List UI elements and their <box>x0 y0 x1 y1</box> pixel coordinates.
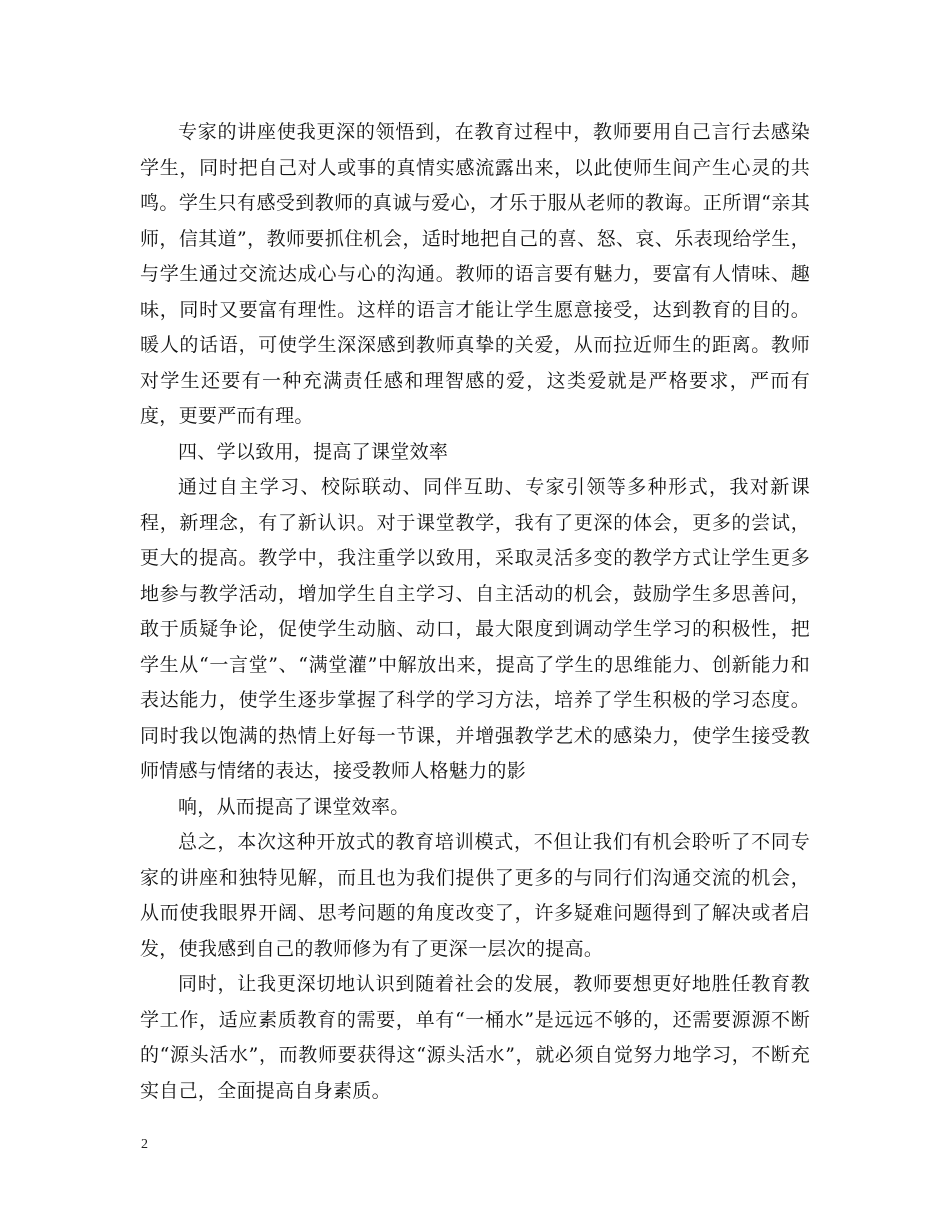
section-heading-apply-learning: 四、学以致用，提高了课堂效率 <box>178 440 449 463</box>
paragraph-classroom-teaching: 通过自主学习、校际联动、同伴互助、专家引领等多种形式，我对新课程，新理念，有了新认识。对于课堂教学，我有了更深的体会，更多的尝试，更大的提高。教学中，我注重学以致用，采取灵活多变的教学方式让学生更多地参与教学活动，增加学生自主学习、自主活动的机会，鼓励学生多思善问，敢于质疑争论，促使学生动脑、动口，最大限度到调动学生学习的积极性，把学生从“一言堂”、“满堂灌”中解放出来，提高了学生的思维能力、创新能力和表达能力，使学生逐步掌握了科学的学习方法，培养了学生积极的学习态度。同时我以饱满的热情上好每一节课，并增强教学艺术的感染力，使学生接受教师情感与情绪的表达，接受教师人格魅力的影 <box>140 476 810 782</box>
paragraph-conclusion: 同时，让我更深切地认识到随着社会的发展，教师要想更好地胜任教育教学工作，适应素质教育的需要，单有“一桶水”是远远不够的，还需要源源不断的“源头活水”，而教师要获得这“源头活水”，就必须自觉努力地学习，不断充实自己，全面提高自身素质。 <box>140 973 810 1102</box>
paragraph-summary: 总之，本次这种开放式的教育培训模式，不但让我们有机会聆听了不同专家的讲座和独特见解，而且也为我们提供了更多的与同行们沟通交流的机会，从而使我眼界开阔、思考问题的角度改变了，许多疑难问题得到了解决或者启发，使我感到自己的教师修为有了更深一层次的提高。 <box>140 831 810 960</box>
body-text <box>140 115 810 1109</box>
paragraph-continuation: 响，从而提高了课堂效率。 <box>178 795 410 818</box>
page-number: 2 <box>141 1137 148 1152</box>
paragraph-expert-lecture: 专家的讲座使我更深的领悟到，在教育过程中，教师要用自己言行去感染学生，同时把自己对人或事的真情实感流露出来，以此使师生间产生心灵的共鸣。学生只有感受到教师的真诚与爱心，才乐于服从老师的教诲。正所谓“亲其师，信其道”，教师要抓住机会，适时地把自己的喜、怒、哀、乐表现给学生，与学生通过交流达成心与心的沟通。教师的语言要有魅力，要富有人情味、趣味，同时又要富有理性。这样的语言才能让学生愿意接受，达到教育的目的。暖人的话语，可使学生深深感到教师真挚的关爱，从而拉近师生的距离。教师对学生还要有一种充满责任感和理智感的爱，这类爱就是严格要求，严而有度，更要严而有理。 <box>140 121 810 427</box>
